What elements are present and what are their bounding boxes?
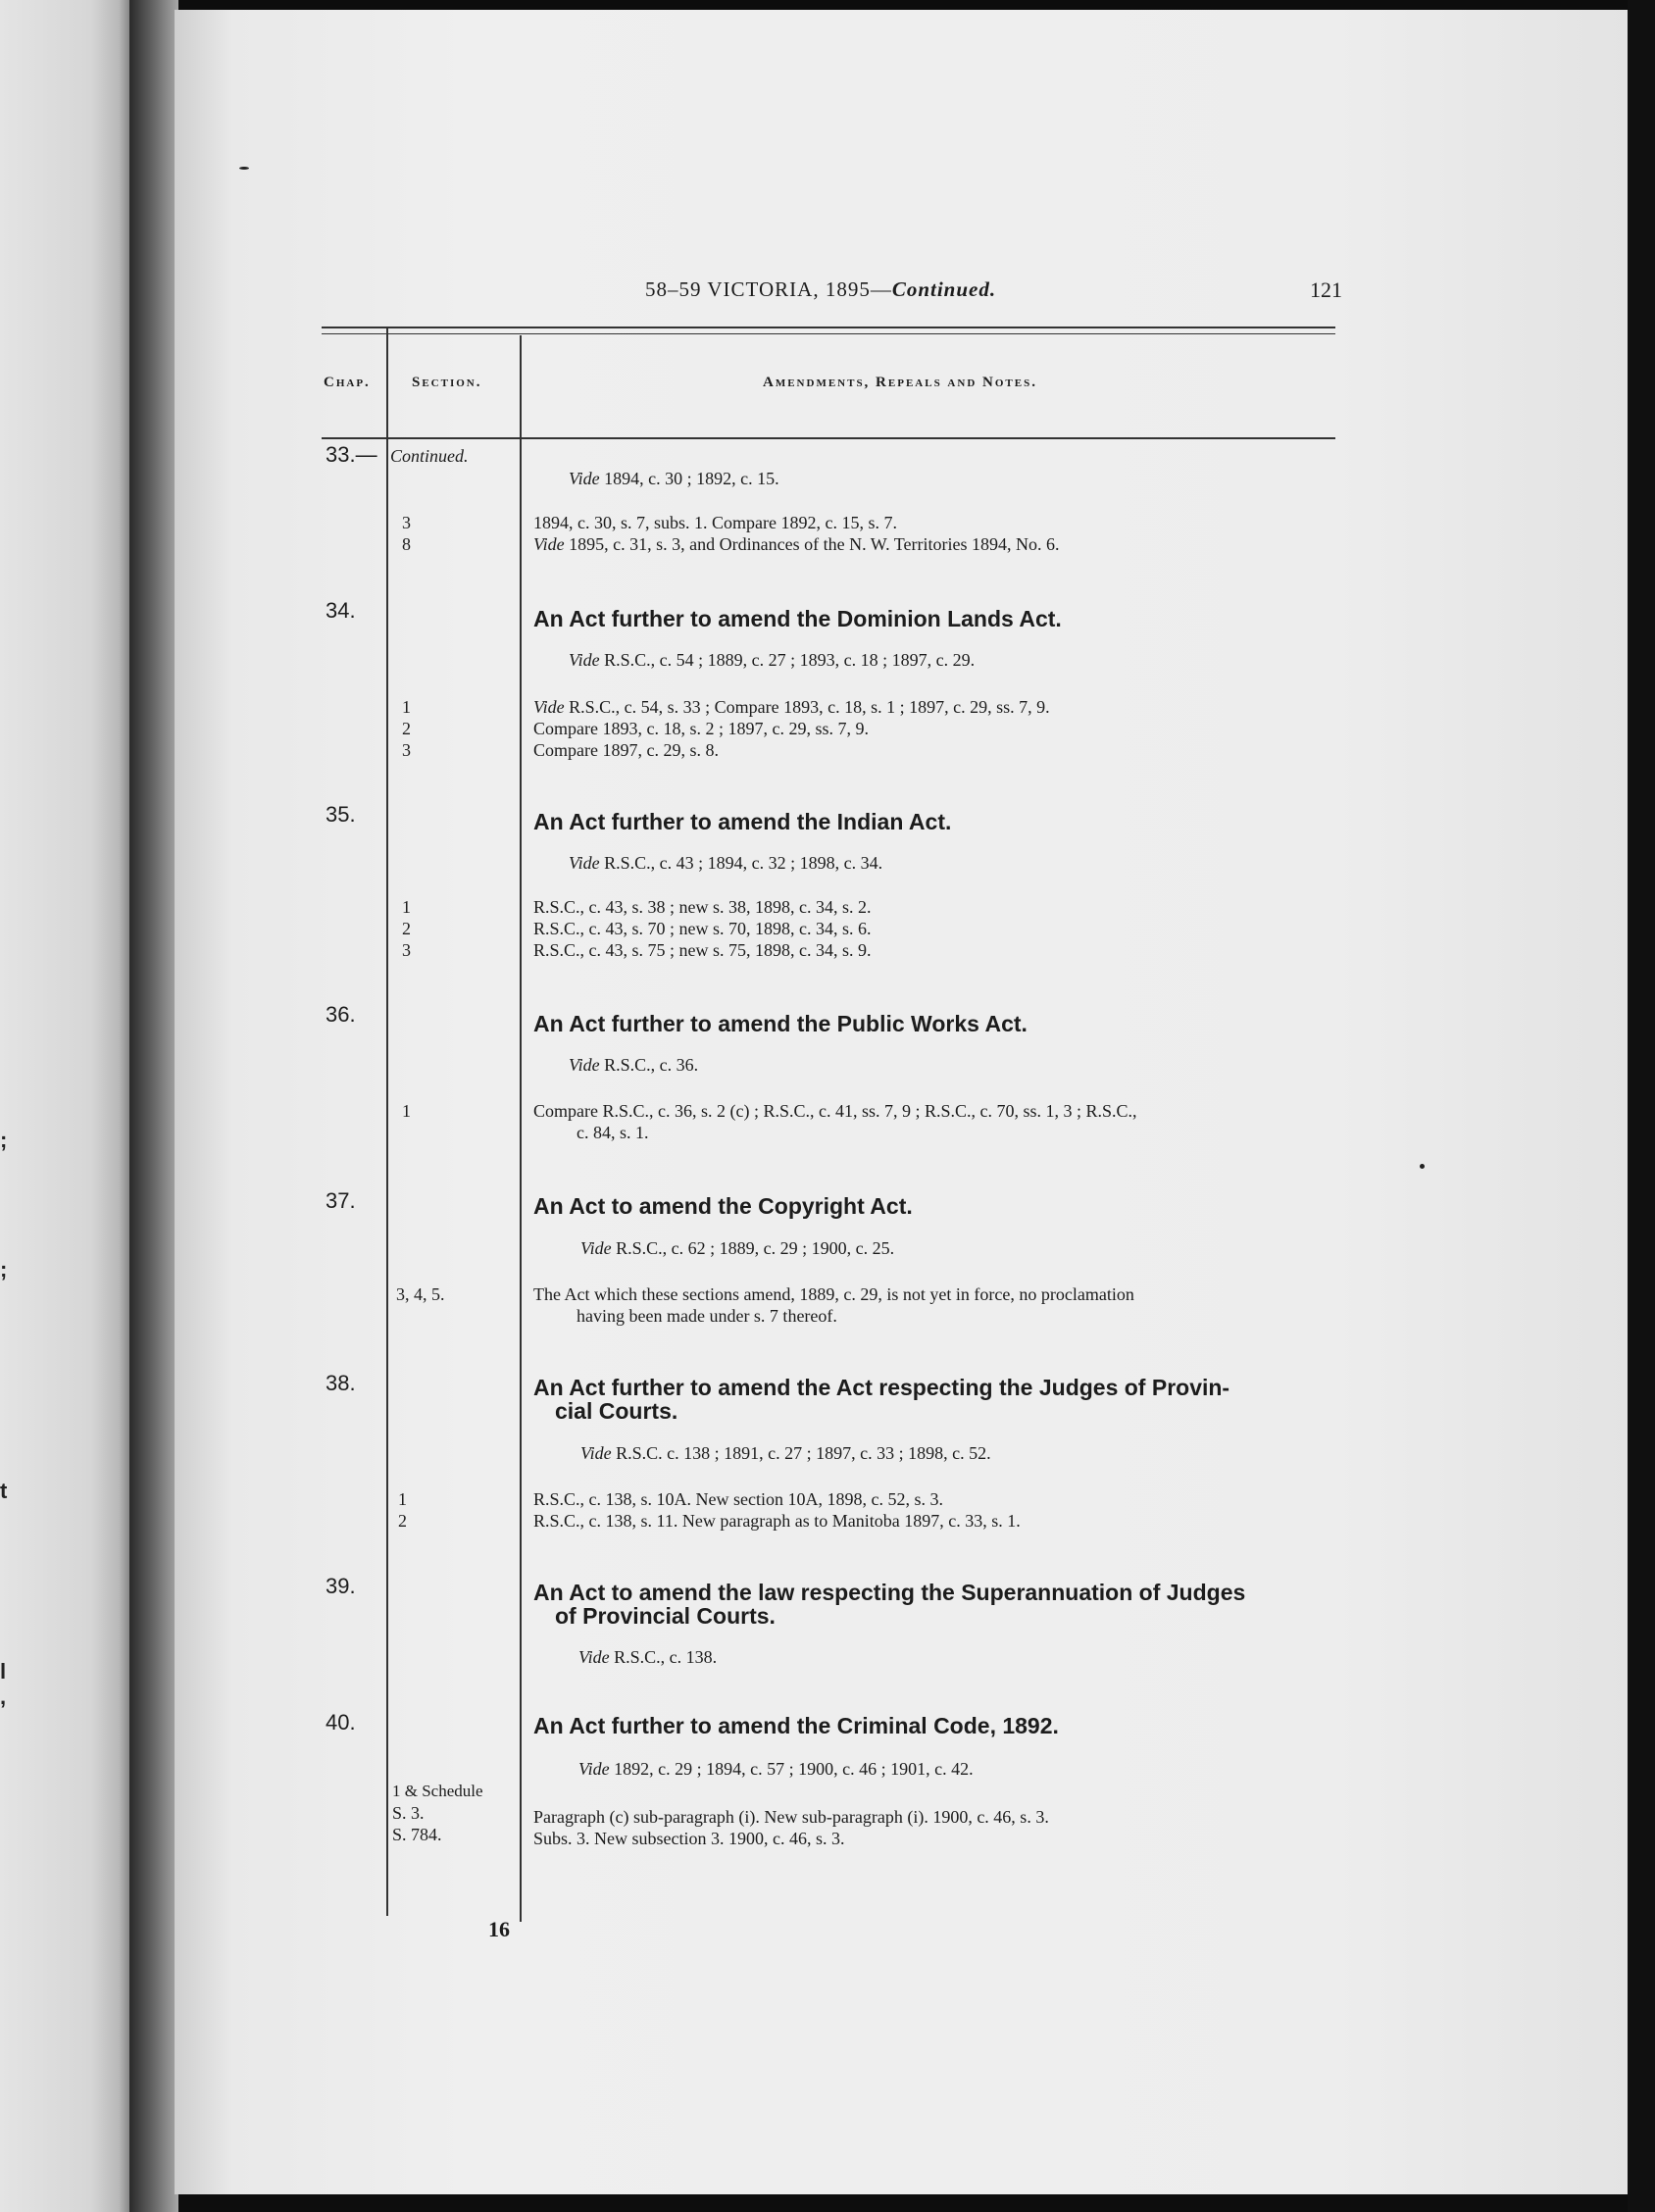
facing-page-fragment: t [0,1479,8,1503]
section-number: 1 [402,897,411,917]
column-head-notes: Amendments, Repeals and Notes. [763,375,1037,390]
section-number: 1 & Schedule [392,1782,483,1800]
note-line: Vide 1895, c. 31, s. 3, and Ordinances of the N. W. Territories 1894, No. 6. [533,534,1060,554]
section-number: 2 [402,919,411,938]
note-line: R.S.C., c. 43, s. 38 ; new s. 38, 1898, c. 34, s. 2. [533,897,872,917]
note-line: Compare R.S.C., c. 36, s. 2 (c) ; R.S.C., c. 41, ss. 7, 9 ; R.S.C., c. 70, ss. 1, 3 ; R.S.C., c. 84, s. 1. [533,1101,1137,1142]
note-line: The Act which these sections amend, 1889, c. 29, is not yet in force, no proclamation having been made under s. 7 thereof. [533,1284,1134,1326]
vide-reference: Vide R.S.C. c. 138 ; 1891, c. 27 ; 1897, c. 33 ; 1898, c. 52. [580,1443,991,1463]
section-number: 3 [402,940,411,960]
facing-page-fragment: ; [0,1128,8,1152]
act-title: An Act further to amend the Indian Act. [533,809,952,834]
vide-reference: Vide R.S.C., c. 43 ; 1894, c. 32 ; 1898, c. 34. [569,853,883,873]
column-head-chap: Chap. [324,375,371,390]
chapter-number: 37. [326,1188,356,1213]
chapter-number: 38. [326,1371,356,1395]
section-number: 1 [398,1489,407,1509]
vide-reference: Vide R.S.C., c. 62 ; 1889, c. 29 ; 1900, c. 25. [580,1238,895,1258]
section-number: 1 [402,1101,411,1121]
ink-speck [1420,1164,1425,1169]
note-line: R.S.C., c. 138, s. 11. New paragraph as to Manitoba 1897, c. 33, s. 1. [533,1511,1021,1531]
act-title: An Act further to amend the Criminal Code, 1892. [533,1713,1059,1738]
page-number: 121 [1310,277,1342,302]
column-head-rule [322,437,1335,439]
chapter-number: 36. [326,1002,356,1027]
note-line: R.S.C., c. 138, s. 10A. New section 10A, 1898, c. 52, s. 3. [533,1489,943,1509]
header-rule [322,333,1335,334]
running-head-continued: Continued. [891,277,997,301]
section-number: 3, 4, 5. [396,1284,445,1304]
note-line: Compare 1893, c. 18, s. 2 ; 1897, c. 29, ss. 7, 9. [533,719,869,738]
section-number: S. 784. [392,1825,442,1844]
note-line: R.S.C., c. 43, s. 70 ; new s. 70, 1898, c. 34, s. 6. [533,919,872,938]
running-head-title: 58–59 VICTORIA, 1895— [645,277,892,301]
section-continued: Continued. [390,446,469,466]
note-line: 1894, c. 30, s. 7, subs. 1. Compare 1892, c. 15, s. 7. [533,513,897,532]
column-rule [386,327,388,1916]
act-title: An Act further to amend the Dominion Lands Act. [533,606,1062,631]
header-rule [322,327,1335,328]
section-number: S. 3. [392,1803,425,1823]
facing-page-fragment: , [0,1684,7,1709]
column-head-section: Section. [412,375,482,390]
section-number: 3 [402,740,411,760]
act-title: An Act to amend the Copyright Act. [533,1193,913,1219]
chapter-number: 33.— [326,442,377,467]
chapter-number: 39. [326,1574,356,1598]
document-page [175,10,1628,2194]
section-number: 3 [402,513,411,532]
vide-reference: Vide R.S.C., c. 36. [569,1055,699,1075]
act-title: An Act further to amend the Act respecting the Judges of Provin- cial Courts. [533,1375,1230,1424]
column-rule [520,335,522,1922]
vide-reference: Vide 1894, c. 30 ; 1892, c. 15. [569,469,779,488]
signature-mark: 16 [488,1917,510,1941]
facing-page-fragment: ; [0,1257,8,1282]
ink-speck [239,167,249,170]
note-line: R.S.C., c. 43, s. 75 ; new s. 75, 1898, c. 34, s. 9. [533,940,872,960]
note-line: Vide R.S.C., c. 54, s. 33 ; Compare 1893, c. 18, s. 1 ; 1897, c. 29, ss. 7, 9. [533,697,1050,717]
chapter-number: 35. [326,802,356,827]
section-number: 2 [398,1511,407,1531]
facing-page-fragment: l [0,1659,7,1684]
section-number: 1 [402,697,411,717]
section-number: 8 [402,534,411,554]
chapter-number: 40. [326,1710,356,1734]
section-number: 2 [402,719,411,738]
vide-reference: Vide 1892, c. 29 ; 1894, c. 57 ; 1900, c. 46 ; 1901, c. 42. [578,1759,974,1779]
chapter-number: 34. [326,598,356,623]
vide-reference: Vide R.S.C., c. 138. [578,1647,718,1667]
note-line: Compare 1897, c. 29, s. 8. [533,740,719,760]
vide-reference: Vide R.S.C., c. 54 ; 1889, c. 27 ; 1893, c. 18 ; 1897, c. 29. [569,650,976,670]
note-line: Paragraph (c) sub-paragraph (i). New sub-paragraph (i). 1900, c. 46, s. 3. [533,1807,1049,1827]
act-title: An Act further to amend the Public Works Act. [533,1011,1028,1036]
note-line: Subs. 3. New subsection 3. 1900, c. 46, s. 3. [533,1829,845,1848]
act-title: An Act to amend the law respecting the Superannuation of Judges of Provincial Courts. [533,1580,1246,1629]
